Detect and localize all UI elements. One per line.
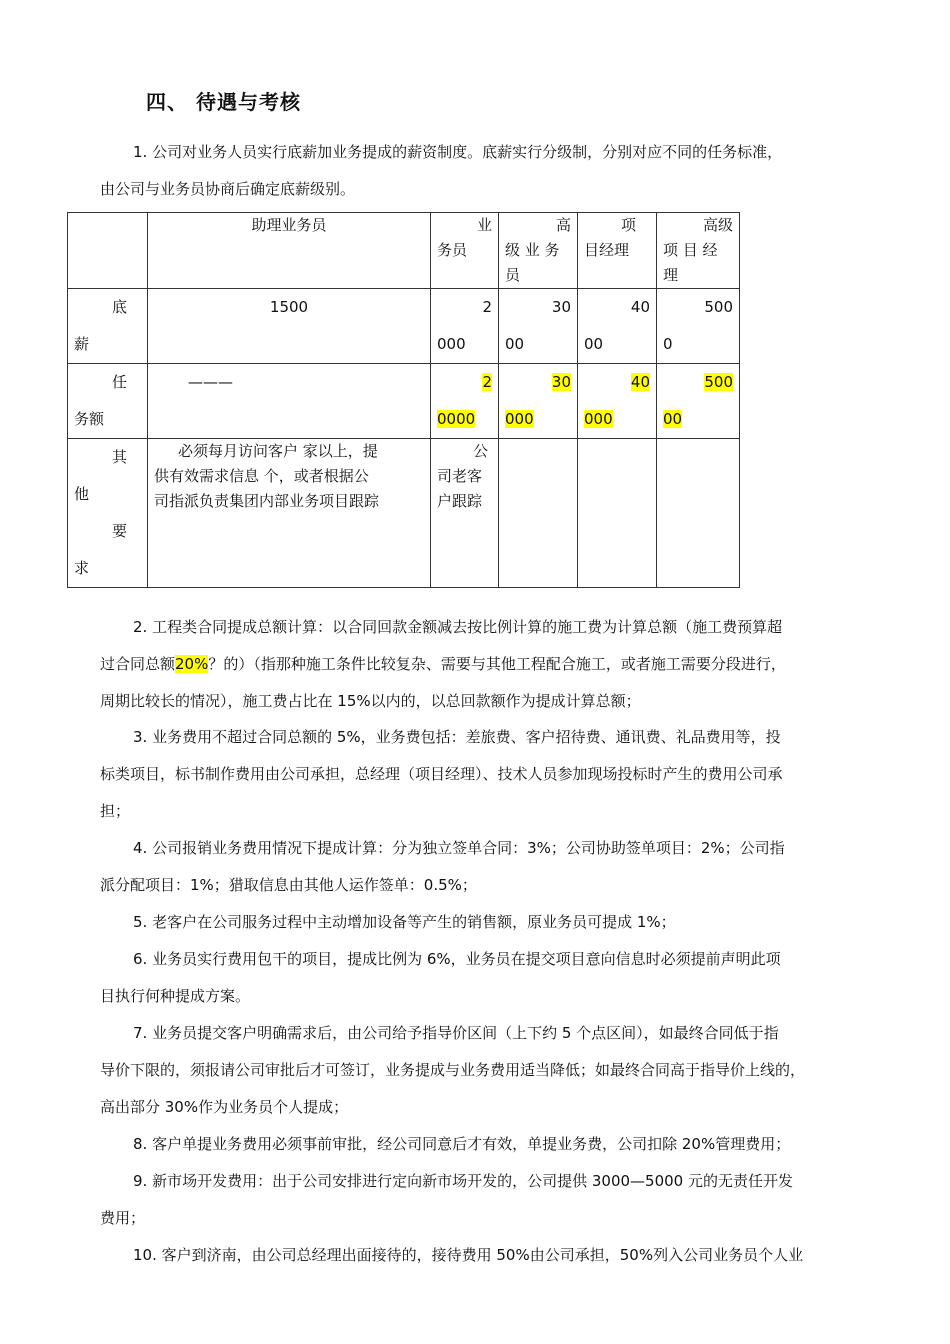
- cell-assistant-salary: 1500: [148, 289, 431, 364]
- header-project-manager: 项 目经理: [578, 213, 657, 289]
- table-header-row: [68, 213, 740, 289]
- paragraph-line: 导价下限的，须报请公司审批后才可签订，业务提成与业务费用适当降低；如最终合同高于指导价上线的，: [100, 1061, 806, 1079]
- cell-senior-pm-salary: 500 0: [657, 289, 740, 364]
- cell-senior-pm-quota: 500 00: [657, 364, 740, 439]
- paragraph-line: 3. 业务费用不超过合同总额的 5%，业务费包括：差旅费、客户招待费、通讯费、礼品费用等，投: [133, 728, 781, 746]
- paragraph-1: [100, 134, 886, 208]
- salary-table: [67, 212, 740, 588]
- list-item: [100, 904, 886, 941]
- row-label-other: 其 他 要 求: [68, 439, 148, 588]
- table-row-quota: [68, 364, 740, 439]
- cell-pm-salary: 40 00: [578, 289, 657, 364]
- paragraph-line: 9. 新市场开发费用：出于公司安排进行定向新市场开发的，公司提供 3000—5000 元的无责任开发: [133, 1172, 793, 1190]
- cell-salesman-salary: 2 000: [431, 289, 499, 364]
- paragraph-line: 2. 工程类合同提成总额计算：以合同回款金额减去按比例计算的施工费为计算总额（施工费预算超: [133, 618, 783, 636]
- list-item: [100, 941, 886, 1015]
- paragraph-line: 目执行何种提成方案。: [100, 987, 251, 1005]
- table-row-base-salary: [68, 289, 740, 364]
- row-label-base-salary: 底 薪: [68, 289, 148, 364]
- paragraph-list: [100, 719, 886, 1274]
- header-salesman: 业 务员: [431, 213, 499, 289]
- paragraph-line: 标类项目，标书制作费用由公司承担，总经理（项目经理）、技术人员参加现场投标时产生的费用公司承: [100, 765, 783, 783]
- list-item: [100, 1126, 886, 1163]
- list-item: [100, 1015, 886, 1126]
- table-corner-cell: [68, 213, 148, 289]
- cell-empty: [499, 439, 578, 588]
- paragraph-line: 费用；: [100, 1209, 146, 1227]
- list-item: [100, 1237, 886, 1274]
- cell-pm-quota: 40 000: [578, 364, 657, 439]
- header-senior-project-manager: 高级 项 目 经 理: [657, 213, 740, 289]
- paragraph-line: 高出部分 30%作为业务员个人提成；: [100, 1098, 349, 1116]
- list-item: [100, 830, 886, 904]
- paragraph-line: 8. 客户单提业务费用必须事前审批，经公司同意后才有效，单提业务费，公司扣除 20%管理费用；: [133, 1135, 791, 1153]
- paragraph-line: 7. 业务员提交客户明确需求后，由公司给予指导价区间（上下约 5 个点区间），如最终合同低于指: [133, 1024, 779, 1042]
- table-row-other: [68, 439, 740, 588]
- list-item: [100, 1163, 886, 1237]
- cell-senior-salary: 30 00: [499, 289, 578, 364]
- cell-salesman-requirements: 公 司老客 户跟踪: [431, 439, 499, 588]
- paragraph-line: 过合同总额20%？的）（指那种施工条件比较复杂、需要与其他工程配合施工，或者施工需要分段进行，: [100, 655, 786, 673]
- paragraph-line: 6. 业务员实行费用包干的项目，提成比例为 6%，业务员在提交项目意向信息时必须提前声明此项: [133, 950, 781, 968]
- paragraph-line: 担；: [100, 802, 131, 820]
- paragraph-line: 5. 老客户在公司服务过程中主动增加设备等产生的销售额，原业务员可提成 1%；: [133, 913, 676, 931]
- paragraph-line: 由公司与业务员协商后确定底薪级别。: [100, 180, 356, 198]
- header-senior-salesman: 高 级 业 务 员: [499, 213, 578, 289]
- highlight: 20%: [175, 655, 209, 673]
- row-label-quota: 任 务额: [68, 364, 148, 439]
- paragraph-line: 1. 公司对业务人员实行底薪加业务提成的薪资制度。底薪实行分级制，分别对应不同的任务标准，: [133, 143, 783, 161]
- paragraph-2: [100, 609, 886, 720]
- section-heading: 四、 待遇与考核: [146, 90, 301, 114]
- paragraph-line: 周期比较长的情况），施工费占比在 15%以内的，以总回款额作为提成计算总额；: [100, 692, 641, 710]
- cell-salesman-quota: 2 0000: [431, 364, 499, 439]
- cell-senior-quota: 30 000: [499, 364, 578, 439]
- cell-assistant-requirements: 必须每月访问客户 家以上，提 供有效需求信息 个，或者根据公 司指派负责集团内部业务项目跟踪: [148, 439, 431, 588]
- cell-empty: [578, 439, 657, 588]
- header-assistant: 助理业务员: [148, 213, 431, 289]
- cell-assistant-quota: ———: [148, 364, 431, 439]
- paragraph-line: 10. 客户到济南，由公司总经理出面接待的，接待费用 50%由公司承担，50%列入公司业务员个人业: [133, 1246, 804, 1264]
- paragraph-line: 4. 公司报销业务费用情况下提成计算：分为独立签单合同：3%；公司协助签单项目：2%；公司指: [133, 839, 785, 857]
- cell-empty: [657, 439, 740, 588]
- list-item: [100, 719, 886, 830]
- paragraph-line: 派分配项目：1%；猎取信息由其他人运作签单：0.5%；: [100, 876, 477, 894]
